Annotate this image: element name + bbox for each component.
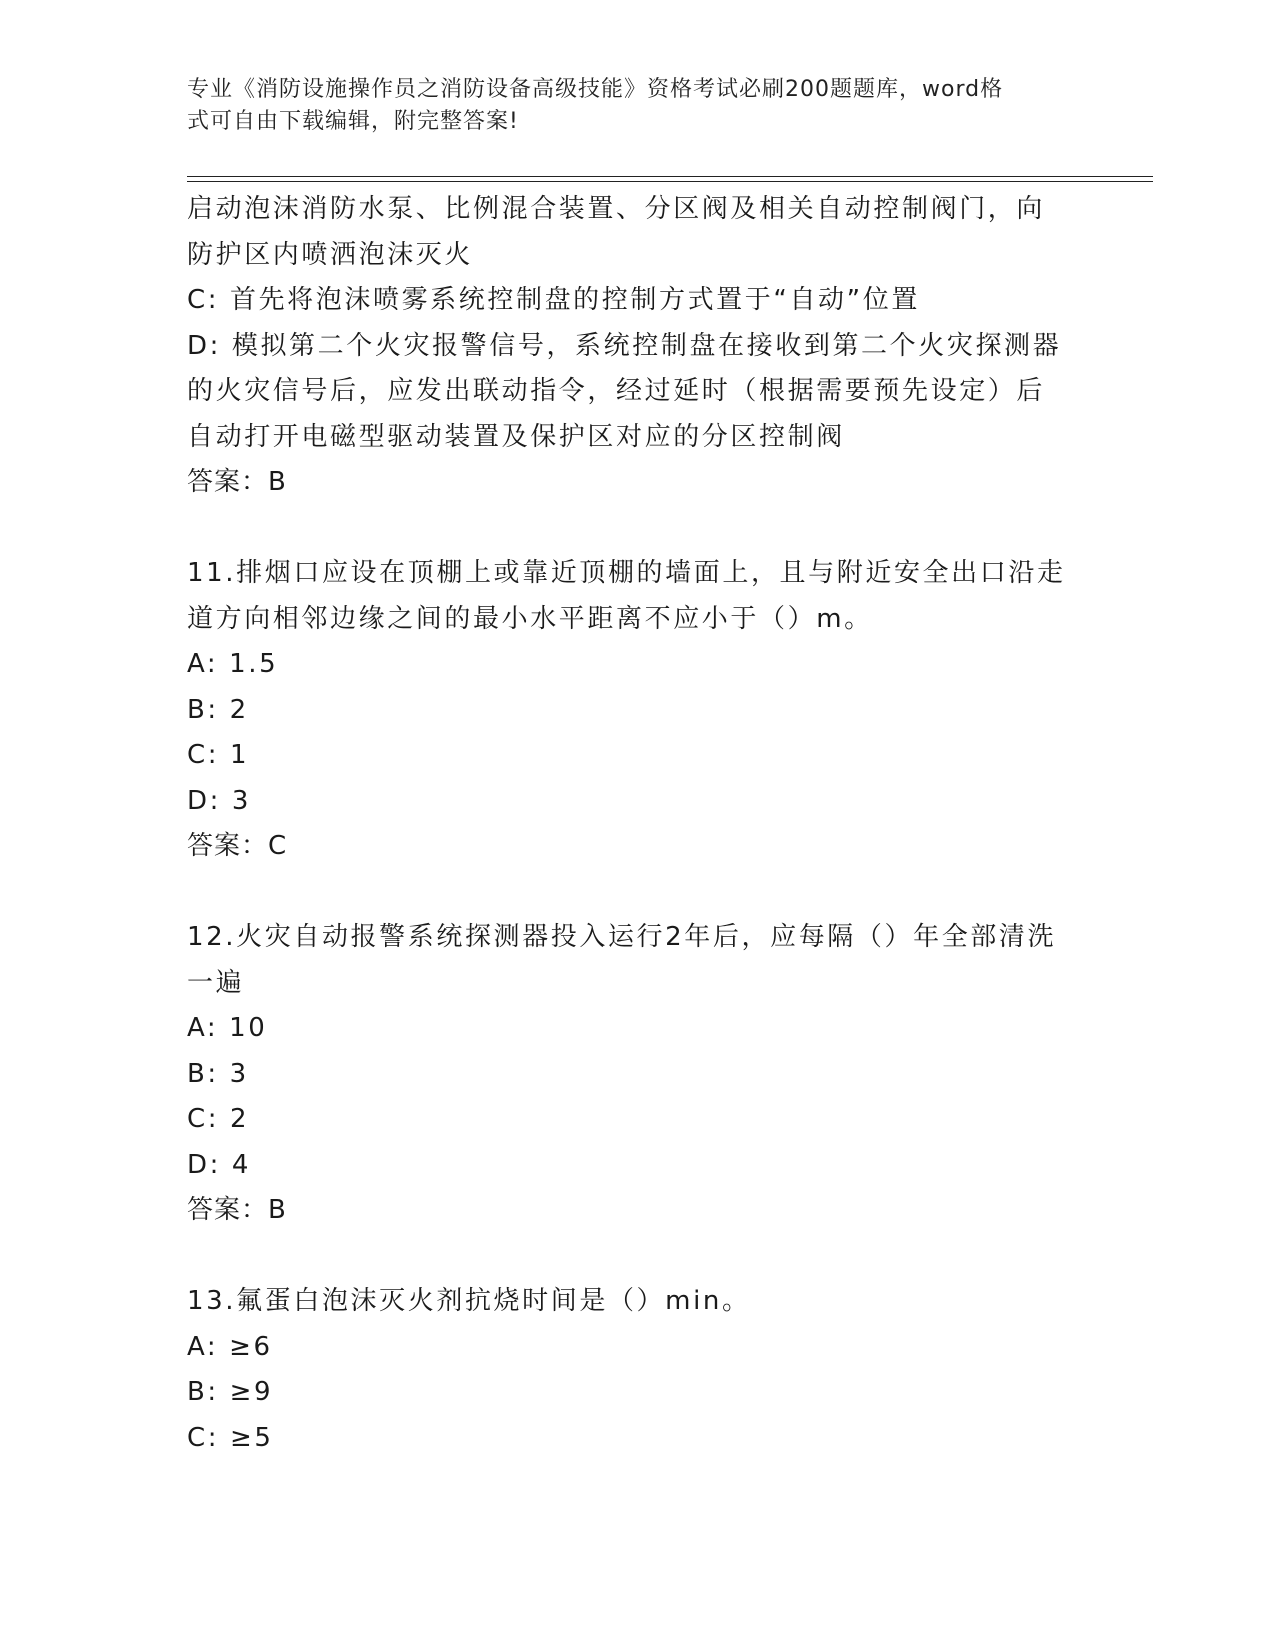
option-b: B: 2	[187, 694, 249, 725]
option-b-text-line-1: 启动泡沫消防水泵、比例混合装置、分区阀及相关自动控制阀门，向	[187, 194, 1046, 224]
option-c: C: 2	[187, 1104, 250, 1134]
header-line-1: 专业《消防设施操作员之消防设备高级技能》资格考试必刷200题题库，word格	[187, 77, 1004, 102]
option-b-text-line-2: 防护区内喷洒泡沫灭火	[187, 239, 474, 270]
question-11-text-line-2: 道方向相邻边缘之间的最小水平距离不应小于（）m。	[187, 603, 873, 634]
header-line-2: 式可自由下载编辑，附完整答案!	[187, 109, 519, 134]
previous-question-block	[187, 187, 1087, 506]
answer-label: 答案：B	[187, 467, 287, 497]
option-b: B: ≥9	[187, 1377, 274, 1407]
option-d: D: 3	[187, 785, 251, 816]
option-a: A: 10	[187, 1013, 268, 1043]
option-a: A: ≥6	[187, 1331, 273, 1362]
header-divider-top	[187, 176, 1153, 177]
option-d-line-1: D: 模拟第二个火灾报警信号，系统控制盘在接收到第二个火灾探测器	[187, 330, 1062, 361]
question-11	[187, 551, 1087, 870]
document-header	[187, 74, 1067, 138]
option-c: C: 1	[187, 740, 250, 770]
option-c: C: 首先将泡沫喷雾系统控制盘的控制方式置于“自动”位置	[187, 285, 920, 315]
option-b: B: 3	[187, 1058, 249, 1089]
question-12	[187, 915, 1087, 1234]
option-d: D: 4	[187, 1149, 251, 1180]
question-11-text-line-1: 11.排烟口应设在顶棚上或靠近顶棚的墙面上，且与附近安全出口沿走	[187, 558, 1066, 588]
option-d-line-3: 自动打开电磁型驱动装置及保护区对应的分区控制阀	[187, 421, 845, 452]
question-12-text-line-1: 12.火灾自动报警系统探测器投入运行2年后，应每隔（）年全部清洗	[187, 922, 1057, 952]
option-c: C: ≥5	[187, 1422, 274, 1453]
answer-label: 答案：B	[187, 1195, 287, 1225]
spacer	[187, 1234, 1087, 1280]
option-a: A: 1.5	[187, 649, 279, 679]
question-13-text-line-1: 13.氟蛋白泡沫灭火剂抗烧时间是（）min。	[187, 1286, 751, 1316]
spacer	[187, 870, 1087, 916]
answer-label: 答案：C	[187, 831, 288, 861]
question-13	[187, 1279, 1087, 1461]
spacer	[187, 506, 1087, 552]
question-12-text-line-2: 一遍	[187, 967, 245, 998]
header-divider-bottom	[187, 181, 1153, 182]
option-d-line-2: 的火灾信号后，应发出联动指令，经过延时（根据需要预先设定）后	[187, 376, 1046, 406]
question-content	[187, 187, 1087, 1461]
